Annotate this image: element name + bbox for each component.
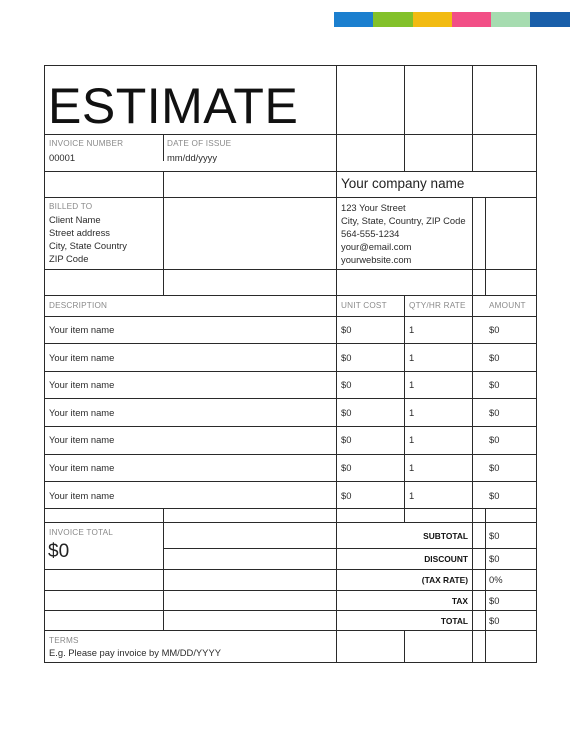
row-unit-cost[interactable]: $0 bbox=[341, 434, 352, 445]
row-amount[interactable]: $0 bbox=[489, 324, 500, 335]
row-unit-cost[interactable]: $0 bbox=[341, 379, 352, 390]
discount-value[interactable]: $0 bbox=[489, 553, 500, 564]
grid-line bbox=[44, 481, 537, 482]
document-title: ESTIMATE bbox=[48, 78, 299, 134]
grid-line bbox=[44, 590, 537, 591]
grid-line bbox=[163, 171, 164, 296]
grid-line bbox=[485, 508, 486, 663]
grid-line bbox=[44, 197, 537, 198]
grid-line bbox=[44, 371, 537, 372]
row-unit-cost[interactable]: $0 bbox=[341, 407, 352, 418]
invoice-total: $0 bbox=[48, 541, 70, 562]
grid-line bbox=[44, 269, 537, 270]
discount-label: DISCOUNT bbox=[424, 554, 468, 564]
tax-rate-value[interactable]: 0% bbox=[489, 574, 503, 585]
tax-value[interactable]: $0 bbox=[489, 595, 500, 606]
grid-line bbox=[44, 398, 537, 399]
header-description: DESCRIPTION bbox=[49, 301, 108, 310]
row-description[interactable]: Your item name bbox=[49, 407, 115, 418]
grid-line bbox=[44, 454, 537, 455]
row-description[interactable]: Your item name bbox=[49, 352, 115, 363]
grid-line bbox=[485, 197, 486, 296]
row-qty[interactable]: 1 bbox=[409, 352, 415, 363]
row-description[interactable]: Your item name bbox=[49, 324, 115, 335]
subtotal-value[interactable]: $0 bbox=[489, 530, 500, 541]
row-description[interactable]: Your item name bbox=[49, 434, 115, 445]
row-amount[interactable]: $0 bbox=[489, 434, 500, 445]
terms-text[interactable]: E.g. Please pay invoice by MM/DD/YYYY bbox=[49, 647, 221, 658]
client-zip[interactable]: ZIP Code bbox=[49, 253, 89, 264]
grid-line bbox=[163, 134, 164, 161]
grid-line bbox=[163, 548, 537, 549]
terms-label: TERMS bbox=[49, 636, 79, 645]
header-amount: AMOUNT bbox=[489, 301, 526, 310]
grid-line bbox=[44, 610, 537, 611]
company-city[interactable]: City, State, Country, ZIP Code bbox=[341, 215, 466, 226]
row-amount[interactable]: $0 bbox=[489, 490, 500, 501]
grid-line bbox=[44, 662, 537, 663]
total-value[interactable]: $0 bbox=[489, 615, 500, 626]
grid-line bbox=[404, 295, 405, 523]
row-description[interactable]: Your item name bbox=[49, 462, 115, 473]
grid-line bbox=[44, 508, 537, 509]
invoice-number[interactable]: 00001 bbox=[49, 152, 76, 163]
row-amount[interactable]: $0 bbox=[489, 407, 500, 418]
row-unit-cost[interactable]: $0 bbox=[341, 324, 352, 335]
row-qty[interactable]: 1 bbox=[409, 379, 415, 390]
header-qty-rate: QTY/HR RATE bbox=[409, 301, 466, 310]
row-unit-cost[interactable]: $0 bbox=[341, 490, 352, 501]
company-street[interactable]: 123 Your Street bbox=[341, 202, 406, 213]
grid-line bbox=[44, 316, 537, 317]
grid-line bbox=[44, 134, 537, 135]
tax-rate-label: (TAX RATE) bbox=[421, 575, 468, 585]
company-name[interactable]: Your company name bbox=[341, 176, 465, 191]
date-of-issue-label: DATE OF ISSUE bbox=[167, 139, 232, 148]
grid-line bbox=[44, 65, 537, 66]
billed-to-label: BILLED TO bbox=[49, 202, 93, 211]
grid-line bbox=[44, 343, 537, 344]
invoice-total-label: INVOICE TOTAL bbox=[49, 528, 114, 537]
header-unit-cost: UNIT COST bbox=[341, 301, 387, 310]
grid-line bbox=[404, 630, 405, 663]
grid-line bbox=[44, 426, 537, 427]
tax-label: TAX bbox=[451, 596, 468, 606]
row-amount[interactable]: $0 bbox=[489, 352, 500, 363]
row-qty[interactable]: 1 bbox=[409, 490, 415, 501]
row-unit-cost[interactable]: $0 bbox=[341, 352, 352, 363]
subtotal-label: SUBTOTAL bbox=[423, 531, 468, 541]
row-unit-cost[interactable]: $0 bbox=[341, 462, 352, 473]
grid-line bbox=[336, 65, 337, 663]
row-amount[interactable]: $0 bbox=[489, 462, 500, 473]
grid-line bbox=[44, 569, 537, 570]
client-street[interactable]: Street address bbox=[49, 227, 110, 238]
row-amount[interactable]: $0 bbox=[489, 379, 500, 390]
grid-line bbox=[536, 65, 537, 663]
grid-line bbox=[472, 197, 473, 663]
grid-line bbox=[44, 295, 537, 296]
grid-line bbox=[44, 171, 537, 172]
row-qty[interactable]: 1 bbox=[409, 324, 415, 335]
invoice-number-label: INVOICE NUMBER bbox=[49, 139, 124, 148]
grid-line bbox=[472, 65, 473, 172]
date-of-issue[interactable]: mm/dd/yyyy bbox=[167, 152, 218, 163]
row-qty[interactable]: 1 bbox=[409, 462, 415, 473]
grid-line bbox=[44, 65, 45, 663]
row-qty[interactable]: 1 bbox=[409, 434, 415, 445]
row-description[interactable]: Your item name bbox=[49, 379, 115, 390]
grid-line bbox=[44, 522, 537, 523]
client-name[interactable]: Client Name bbox=[49, 214, 101, 225]
grid-line bbox=[404, 65, 405, 172]
grid-line bbox=[163, 508, 164, 631]
grid-line bbox=[44, 630, 537, 631]
company-phone[interactable]: 564-555-1234 bbox=[341, 228, 400, 239]
client-city[interactable]: City, State Country bbox=[49, 240, 127, 251]
row-qty[interactable]: 1 bbox=[409, 407, 415, 418]
company-website[interactable]: yourwebsite.com bbox=[341, 254, 412, 265]
row-description[interactable]: Your item name bbox=[49, 490, 115, 501]
company-email[interactable]: your@email.com bbox=[341, 241, 412, 252]
total-label: TOTAL bbox=[440, 616, 468, 626]
